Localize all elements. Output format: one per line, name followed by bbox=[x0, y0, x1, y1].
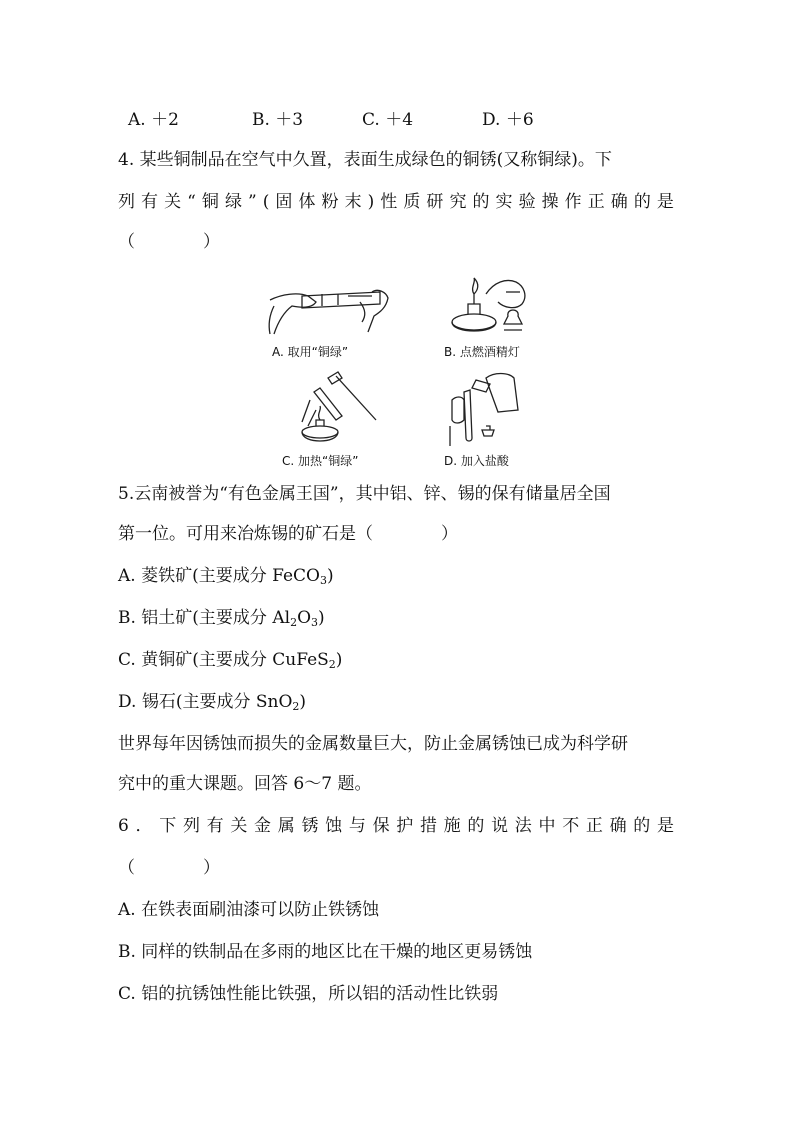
alcohol-lamp-lighting-illustration bbox=[446, 274, 536, 342]
q4-line2-char: 正 bbox=[587, 192, 605, 212]
q6-line1-char: 锈 bbox=[301, 816, 319, 836]
q6-line1-char: 下 bbox=[159, 816, 177, 836]
q6-stem-line1 bbox=[118, 816, 674, 836]
q4-line2-char: 研 bbox=[426, 192, 444, 212]
q4-line2-char: 验 bbox=[518, 192, 536, 212]
intro-line2: 究中的重大课题。回答 6～7 题。 bbox=[118, 774, 372, 794]
q5-option-d: D. 锡石(主要成分 SnO$_2$) bbox=[118, 692, 307, 713]
q6-line1-char: 保 bbox=[372, 816, 390, 836]
q4-line2-char: 性 bbox=[380, 192, 398, 212]
q4-line2-char: 体 bbox=[298, 192, 316, 212]
q6-line1-char: 关 bbox=[230, 816, 248, 836]
q4-line2-char: 粉 bbox=[321, 192, 339, 212]
q6-line1-char: 中 bbox=[538, 816, 556, 836]
q6-line1-char: 与 bbox=[348, 816, 366, 836]
q4-answer-paren: （ ） bbox=[118, 232, 220, 252]
q4-line2-char: 的 bbox=[472, 192, 490, 212]
q6-line1-char: 措 bbox=[419, 816, 437, 836]
q4-line2-char: 绿 bbox=[224, 192, 242, 212]
q6-line1-char: ． bbox=[135, 816, 153, 836]
caption-figure-c: C. 加热“铜绿” bbox=[282, 454, 359, 468]
q6-line1-char: 正 bbox=[585, 816, 603, 836]
q6-line1-char: 护 bbox=[396, 816, 414, 836]
pouring-acid-illustration bbox=[446, 370, 526, 446]
q4-line2-char: 铜 bbox=[201, 192, 219, 212]
q3-option-c: C. ＋4 bbox=[362, 110, 414, 130]
q4-stem-line2 bbox=[118, 192, 674, 212]
q4-line2-char: 作 bbox=[564, 192, 582, 212]
hands-test-tube-illustration bbox=[262, 282, 392, 340]
q6-line1-char: 属 bbox=[277, 816, 295, 836]
q4-line2-char: 关 bbox=[164, 192, 182, 212]
q6-line1-char: 法 bbox=[514, 816, 532, 836]
intro-line1: 世界每年因锈蚀而损失的金属数量巨大，防止金属锈蚀已成为科学研 bbox=[118, 734, 628, 754]
q6-line1-char: 金 bbox=[254, 816, 272, 836]
q5-option-c: C. 黄铜矿(主要成分 CuFeS$_2$) bbox=[118, 650, 343, 671]
q6-line1-char: 的 bbox=[633, 816, 651, 836]
q3-option-b: B. ＋3 bbox=[252, 110, 304, 130]
q6-line1-char: 施 bbox=[443, 816, 461, 836]
caption-figure-b: B. 点燃酒精灯 bbox=[444, 345, 520, 359]
figure-light-lamp bbox=[446, 274, 536, 342]
q6-line1-char: 是 bbox=[657, 816, 674, 836]
q6-line1-char: 说 bbox=[491, 816, 509, 836]
q4-line2-char: 末 bbox=[344, 192, 362, 212]
q3-option-d: D. ＋6 bbox=[482, 110, 534, 130]
q4-line2-char: ( bbox=[262, 192, 270, 212]
q5-option-b: B. 铝土矿(主要成分 $Al_2O_3$) bbox=[118, 608, 325, 629]
q5-stem-line1: 5.云南被誉为“有色金属王国”，其中铝、锌、锡的保有储量居全国 bbox=[118, 484, 611, 504]
q5-stem-line2: 第一位。可用来冶炼锡的矿石是（ ） bbox=[118, 524, 458, 544]
q6-option-c: C. 铝的抗锈蚀性能比铁强，所以铝的活动性比铁弱 bbox=[118, 984, 499, 1004]
q4-line2-char: ) bbox=[367, 192, 375, 212]
q4-line2-char: 固 bbox=[275, 192, 293, 212]
q4-line2-char: 有 bbox=[141, 192, 159, 212]
q6-option-b: B. 同样的铁制品在多雨的地区比在干燥的地区更易锈蚀 bbox=[118, 942, 533, 962]
q4-line2-char: ” bbox=[247, 192, 257, 212]
q4-line2-char: 究 bbox=[449, 192, 467, 212]
figure-heat-powder bbox=[290, 370, 380, 446]
q6-line1-char: 蚀 bbox=[325, 816, 343, 836]
q4-line2-char: 操 bbox=[541, 192, 559, 212]
q4-line2-char: 列 bbox=[118, 192, 135, 212]
q6-option-a: A. 在铁表面刷油漆可以防止铁锈蚀 bbox=[118, 900, 380, 920]
q4-line2-char: 实 bbox=[495, 192, 513, 212]
caption-figure-d: D. 加入盐酸 bbox=[444, 454, 509, 468]
q6-line1-char: 确 bbox=[609, 816, 627, 836]
q6-line1-char: 的 bbox=[467, 816, 485, 836]
q3-option-a: A. ＋2 bbox=[128, 110, 179, 130]
q5-option-a: A. 菱铁矿(主要成分 FeCO$_3$) bbox=[118, 566, 334, 587]
q4-line2-char: 的 bbox=[633, 192, 651, 212]
q6-line1-char: 6 bbox=[118, 816, 129, 836]
q4-stem-line1: 4. 某些铜制品在空气中久置，表面生成绿色的铜锈(又称铜绿)。下 bbox=[118, 150, 612, 170]
q4-line2-char: 确 bbox=[610, 192, 628, 212]
q6-line1-char: 列 bbox=[182, 816, 200, 836]
q4-line2-char: 是 bbox=[656, 192, 674, 212]
q4-line2-char: 质 bbox=[403, 192, 421, 212]
q6-answer-paren: （ ） bbox=[118, 858, 220, 878]
q6-line1-char: 不 bbox=[562, 816, 580, 836]
heating-test-tube-illustration bbox=[290, 370, 380, 446]
caption-figure-a: A. 取用“铜绿” bbox=[272, 345, 349, 359]
figure-take-powder bbox=[262, 282, 392, 340]
q4-line2-char: “ bbox=[187, 192, 196, 212]
figure-add-acid bbox=[446, 370, 526, 446]
q6-line1-char: 有 bbox=[206, 816, 224, 836]
